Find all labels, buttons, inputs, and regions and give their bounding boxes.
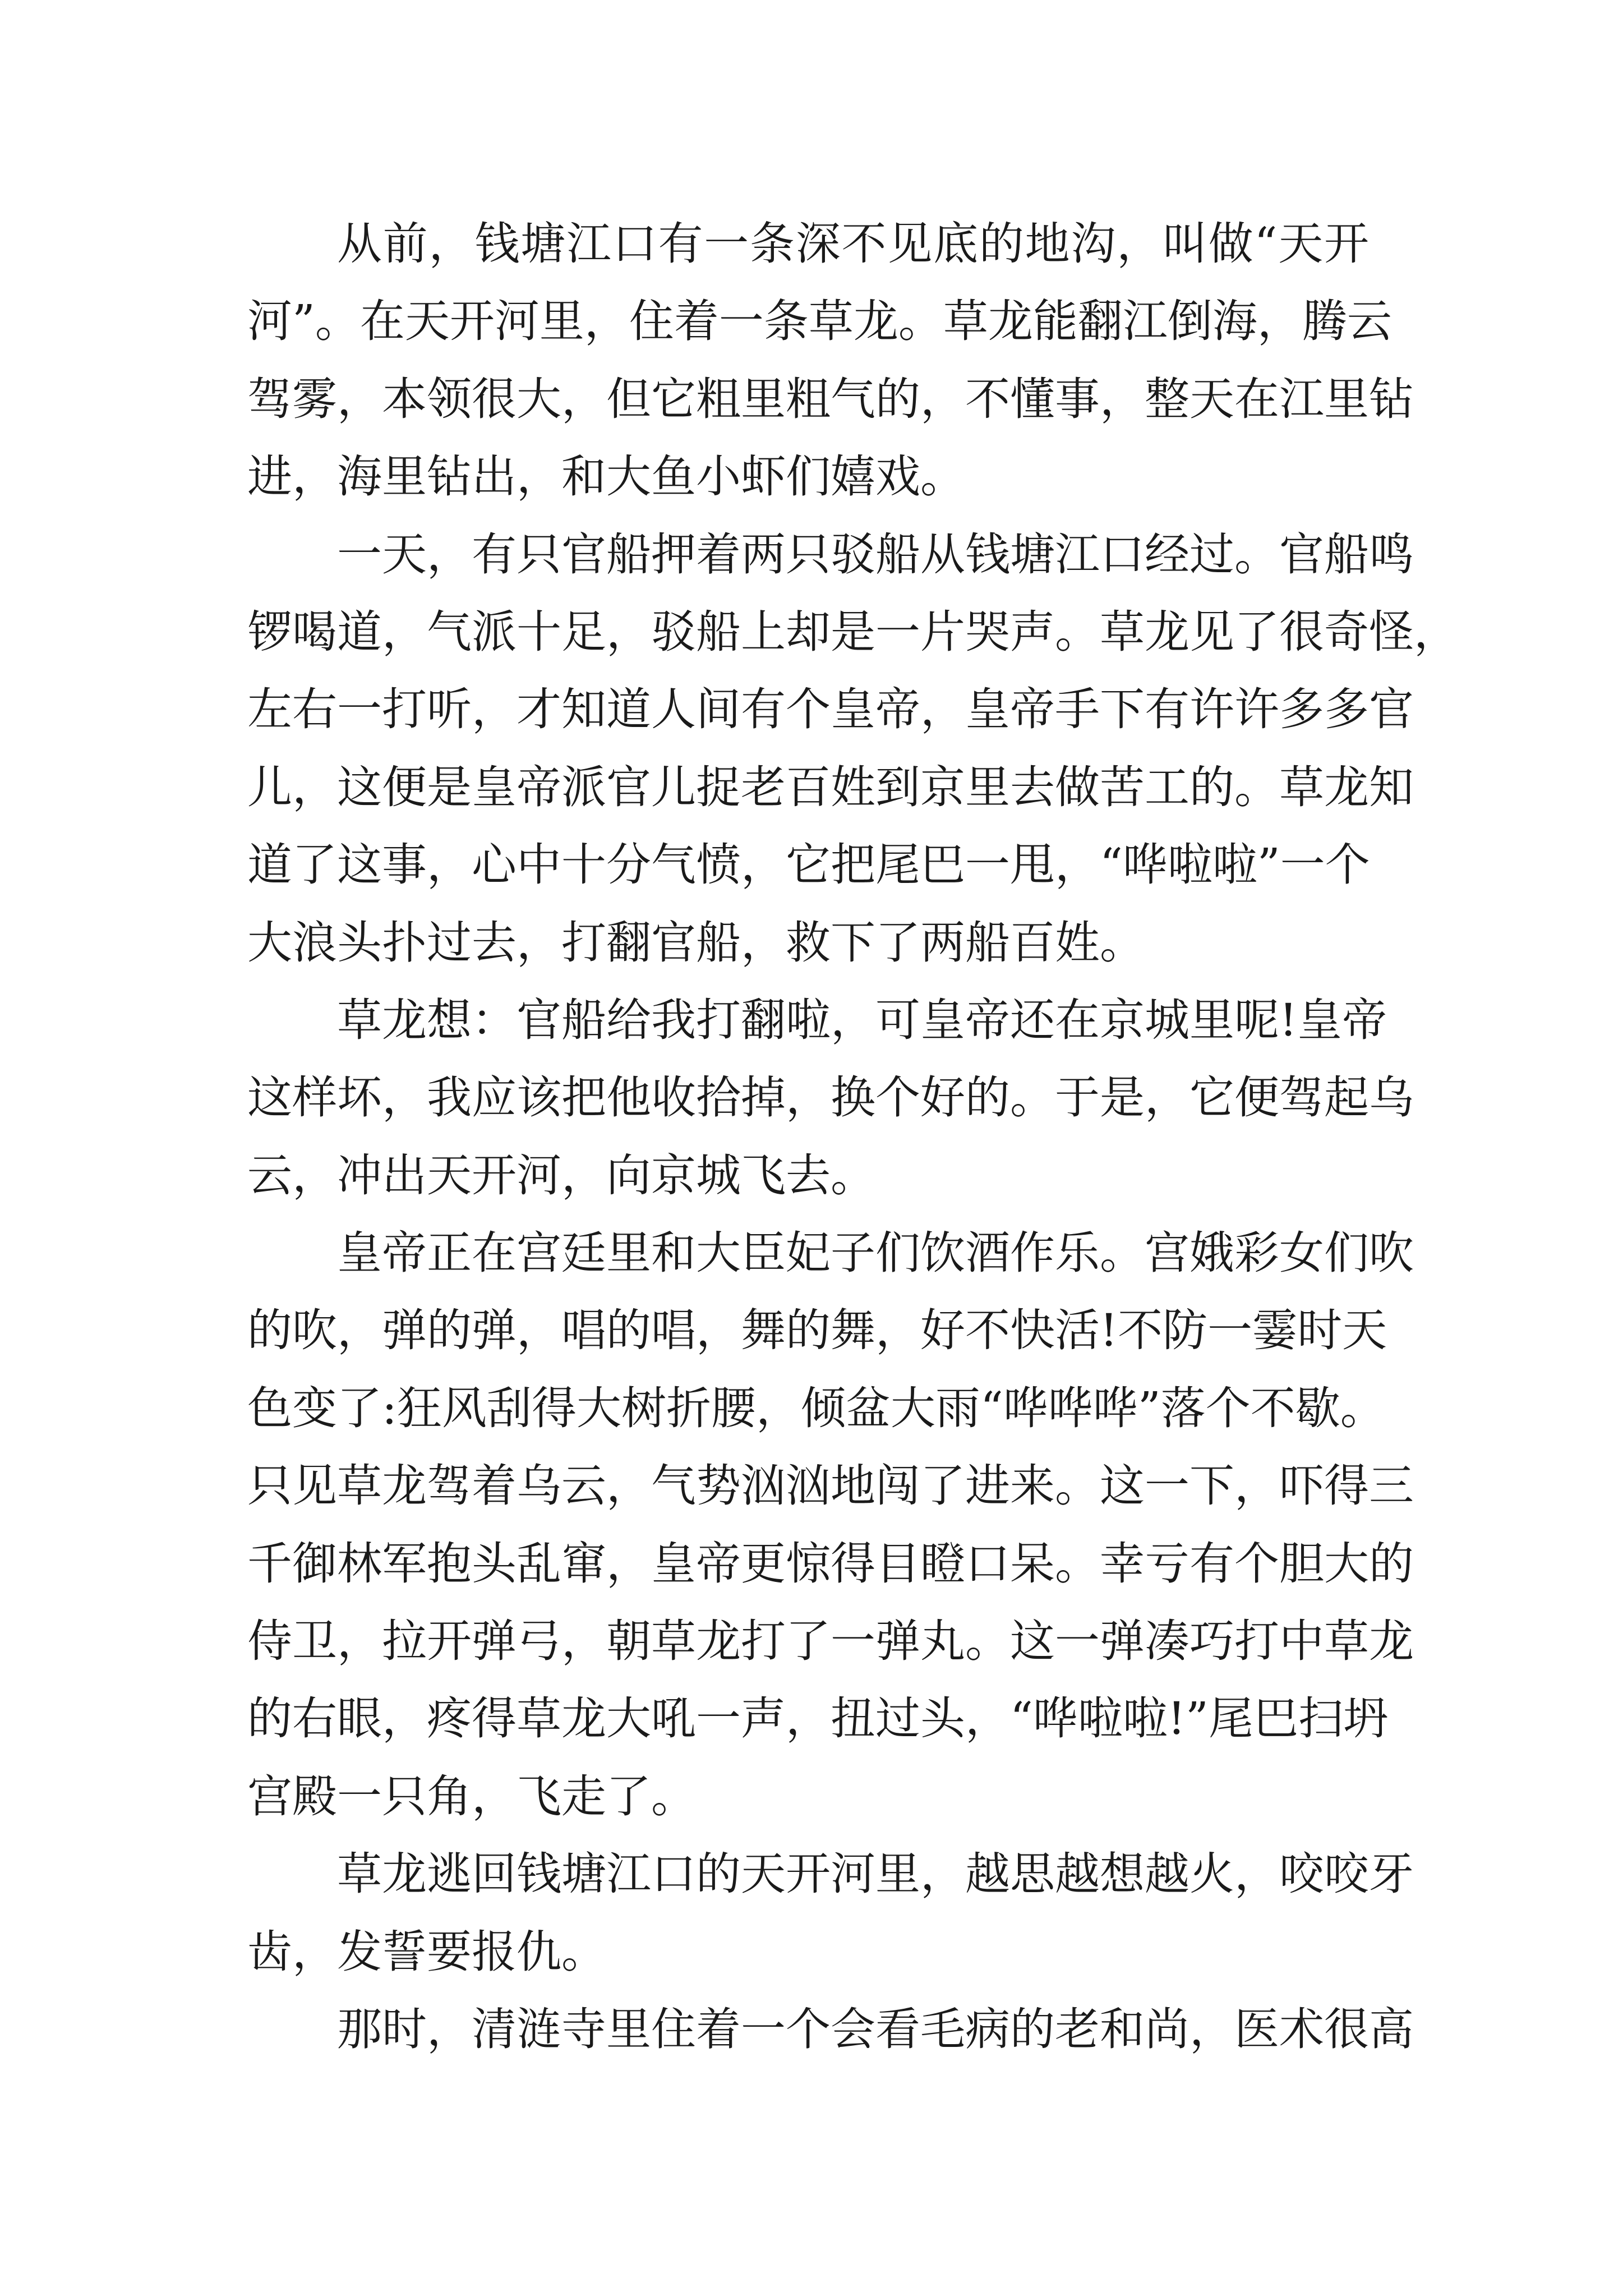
text-line: 侍卫，拉开弹弓，朝草龙打了一弹丸。这一弹凑巧打中草龙	[247, 1615, 1414, 1668]
text-line: 草龙逃回钱塘江口的天开河里，越思越想越火，咬咬牙	[337, 1848, 1414, 1901]
text-line: 只见草龙驾着乌云，气势汹汹地闯了进来。这一下，吓得三	[247, 1460, 1414, 1512]
text-line: 儿，这便是皇帝派官儿捉老百姓到京里去做苦工的。草龙知	[247, 761, 1414, 813]
text-line: 一天，有只官船押着两只驳船从钱塘江口经过。官船鸣	[337, 528, 1414, 581]
text-line: 草龙想：官船给我打翻啦，可皇帝还在京城里呢!皇帝	[337, 993, 1387, 1046]
text-line: 从前，钱塘江口有一条深不见底的地沟，叫做“天开	[337, 218, 1369, 270]
text-line: 驾雾，本领很大，但它粗里粗气的，不懂事，整天在江里钻	[247, 372, 1414, 425]
text-line: 云，冲出天开河，向京城飞去。	[247, 1149, 875, 1202]
story-text	[247, 205, 1459, 2068]
text-line: 大浪头扑过去，打翻官船，救下了两船百姓。	[247, 916, 1145, 969]
text-line: 道了这事，心中十分气愤，它把尾巴一甩，“哗啦啦”一个	[247, 839, 1370, 891]
text-line: 皇帝正在宫廷里和大臣妃子们饮酒作乐。宫娥彩女们吹	[337, 1227, 1414, 1280]
text-line: 左右一打听，才知道人间有个皇帝，皇帝手下有许许多多官	[247, 683, 1414, 736]
text-line: 的吹，弹的弹，唱的唱，舞的舞，好不快活!不防一霎时天	[247, 1304, 1387, 1357]
text-line: 河”。在天开河里，住着一条草龙。草龙能翻江倒海，腾云	[247, 295, 1392, 348]
text-line: 齿，发誓要报仇。	[247, 1925, 606, 1978]
text-line: 那时，清涟寺里住着一个会看毛病的老和尚，医术很高	[337, 2003, 1414, 2055]
text-line: 宫殿一只角，飞走了。	[247, 1770, 696, 1823]
text-line: 进，海里钻出，和大鱼小虾们嬉戏。	[247, 450, 965, 503]
text-line: 的右眼，疼得草龙大吼一声，扭过头，“哗啦啦!”尾巴扫坍	[247, 1692, 1388, 1745]
text-line: 锣喝道，气派十足，驳船上却是一片哭声。草龙见了很奇怪，	[247, 605, 1459, 658]
text-line: 色变了:狂风刮得大树折腰，倾盆大雨“哗哗哗”落个不歇。	[247, 1382, 1385, 1434]
text-line: 这样坏，我应该把他收拾掉，换个好的。于是，它便驾起乌	[247, 1071, 1414, 1124]
text-line: 千御林军抱头乱窜，皇帝更惊得目瞪口呆。幸亏有个胆大的	[247, 1537, 1414, 1590]
